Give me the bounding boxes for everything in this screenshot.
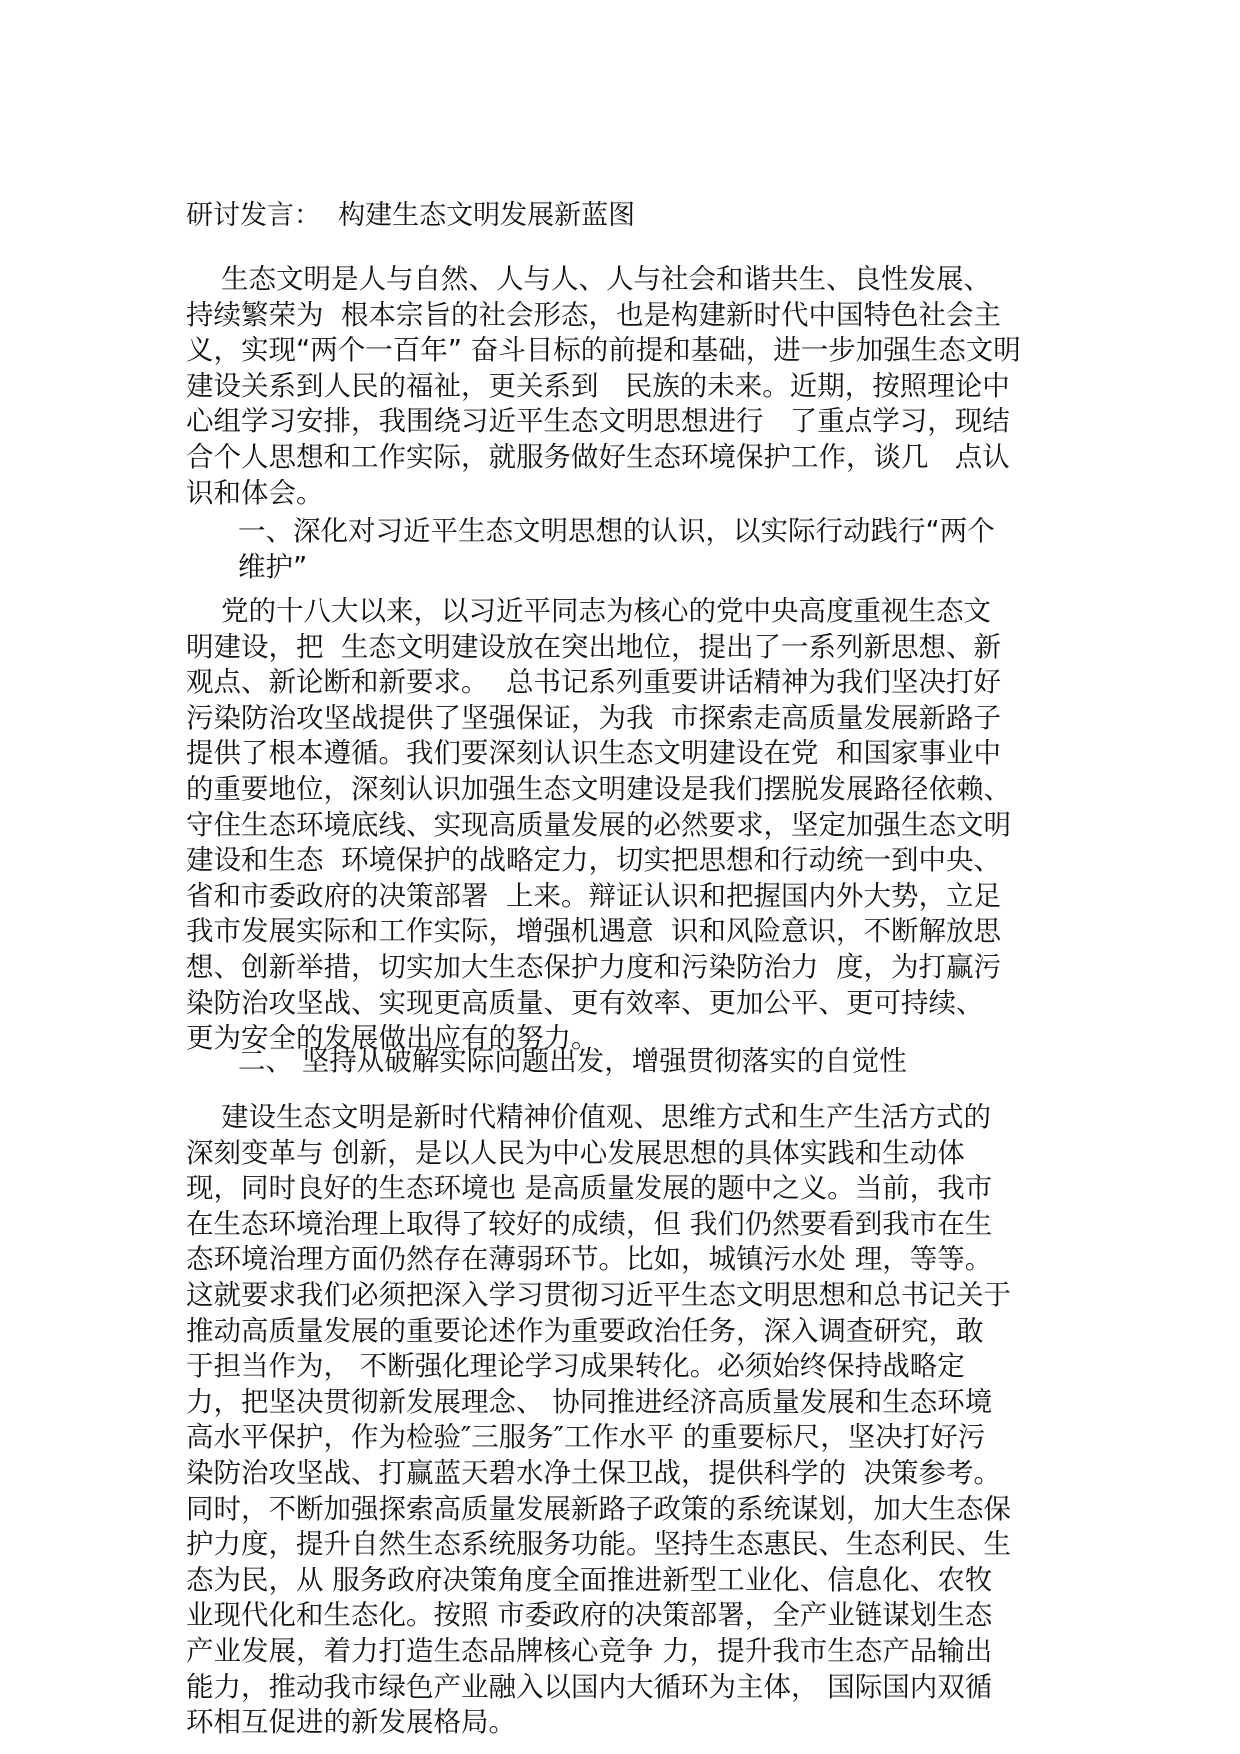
text-line: 义，实现“两个一百年” 奋斗目标的前提和基础，进一步加强生态文明 bbox=[186, 334, 1021, 367]
text-line: 力，把坚决贯彻新发展理念、 协同推进经济高质量发展和生态环境 bbox=[186, 1385, 993, 1418]
text-line: 的重要地位，深刻认识加强生态文明建设是我们摆脱发展路径依赖、 bbox=[186, 772, 1011, 805]
document-title: 研讨发言： 构建生态文明发展新蓝图 bbox=[186, 200, 636, 231]
paragraph-2 bbox=[186, 594, 1011, 1057]
text-line: 建设和生态 环境保护的战略定力，切实把思想和行动统一到中央、 bbox=[186, 844, 1001, 877]
text-line: 同时，不断加强探索高质量发展新路子政策的系统谋划，加大生态保 bbox=[186, 1492, 1011, 1525]
text-line: 这就要求我们必须把深入学习贯彻习近平生态文明思想和总书记关于 bbox=[186, 1278, 1011, 1311]
heading-line: 二、 坚持从破解实际问题出发，增强贯彻落实的自觉性 bbox=[238, 1045, 907, 1077]
text-line: 护力度，提升自然生态系统服务功能。坚持生态惠民、生态利民、生 bbox=[186, 1528, 1011, 1561]
text-line: 态为民，从 服务政府决策角度全面推进新型工业化、信息化、农牧 bbox=[186, 1563, 993, 1596]
text-line: 省和市委政府的决策部署 上来。辩证认识和把握国内外大势，立足 bbox=[186, 879, 1001, 912]
text-line: 党的十八大以来，以习近平同志为核心的党中央高度重视生态文 bbox=[186, 595, 991, 627]
text-line: 识和体会。 bbox=[186, 476, 324, 509]
heading-line: 一、深化对习近平生态文明思想的认识，以实际行动践行“两个 bbox=[238, 515, 995, 547]
text-line: 态环境治理方面仍然存在薄弱环节。比如，城镇污水处 理，等等。 bbox=[186, 1243, 993, 1276]
text-line: 污染防治攻坚战提供了坚强保证，为我 市探索走高质量发展新路子 bbox=[186, 701, 1001, 734]
text-line: 守住生态环境底线、实现高质量发展的必然要求，坚定加强生态文明 bbox=[186, 808, 1011, 841]
text-line: 能力，推动我市绿色产业融入以国内大循环为主体， 国际国内双循 bbox=[186, 1670, 993, 1703]
text-line: 提供了根本遵循。我们要深刻认识生态文明建设在党 和国家事业中 bbox=[186, 737, 1001, 770]
text-line: 建设关系到人民的福祉，更关系到 民族的未来。近期，按照理论中 bbox=[186, 369, 1010, 402]
text-line: 想、创新举措，切实加大生态保护力度和污染防治力 度，为打赢污 bbox=[186, 950, 1001, 983]
text-line: 生态文明是人与自然、人与人、人与社会和谐共生、良性发展、 bbox=[186, 263, 991, 295]
text-line: 我市发展实际和工作实际，增强机遇意 识和风险意识，不断解放思 bbox=[186, 915, 1001, 948]
paragraph-3 bbox=[186, 1100, 1011, 1741]
section-heading-2 bbox=[238, 1044, 907, 1080]
text-line: 建设生态文明是新时代精神价值观、思维方式和生产生活方式的 bbox=[186, 1101, 991, 1133]
text-line: 推动高质量发展的重要论述作为重要政治任务，深入调查研究，敢 bbox=[186, 1314, 984, 1347]
section-heading-1 bbox=[238, 514, 995, 585]
text-line: 业现代化和生态化。按照 市委政府的决策部署，全产业链谋划生态 bbox=[186, 1599, 993, 1632]
text-line: 产业发展，着力打造生态品牌核心竞争 力，提升我市生态产品输出 bbox=[186, 1634, 993, 1667]
text-line: 心组学习安排，我围绕习近平生态文明思想进行 了重点学习，现结 bbox=[186, 405, 1010, 438]
text-line: 于担当作为， 不断强化理论学习成果转化。必须始终保持战略定 bbox=[186, 1350, 965, 1383]
text-line: 环相互促进的新发展格局。 bbox=[186, 1706, 516, 1739]
text-line: 在生态环境治理上取得了较好的成绩，但 我们仍然要看到我市在生 bbox=[186, 1207, 993, 1240]
text-line: 观点、新论断和新要求。 总书记系列重要讲话精神为我们坚决打好 bbox=[186, 666, 1001, 699]
text-line: 高水平保护，作为检验″三服务″工作水平 的重要标尺，坚决打好污 bbox=[186, 1421, 986, 1454]
text-line: 明建设，把 生态文明建设放在突出地位，提出了一系列新思想、新 bbox=[186, 630, 1001, 663]
paragraph-1 bbox=[186, 262, 1021, 511]
text-line: 染防治攻坚战、打赢蓝天碧水净土保卫战，提供科学的 决策参考。 bbox=[186, 1456, 1001, 1489]
text-line: 染防治攻坚战、实现更高质量、更有效率、更加公平、更可持续、 bbox=[186, 986, 984, 1019]
text-line: 深刻变革与 创新，是以人民为中心发展思想的具体实践和生动体 bbox=[186, 1136, 965, 1169]
text-line: 现，同时良好的生态环境也 是高质量发展的题中之义。当前，我市 bbox=[186, 1172, 993, 1205]
text-line: 持续繁荣为 根本宗旨的社会形态，也是构建新时代中国特色社会主 bbox=[186, 298, 1001, 331]
heading-line: 维护” bbox=[238, 550, 308, 583]
text-line: 更为安全的发展做出应有的努力。 bbox=[186, 1022, 599, 1055]
text-line: 合个人思想和工作实际，就服务做好生态环境保护工作，谈几 点认 bbox=[186, 440, 1010, 473]
